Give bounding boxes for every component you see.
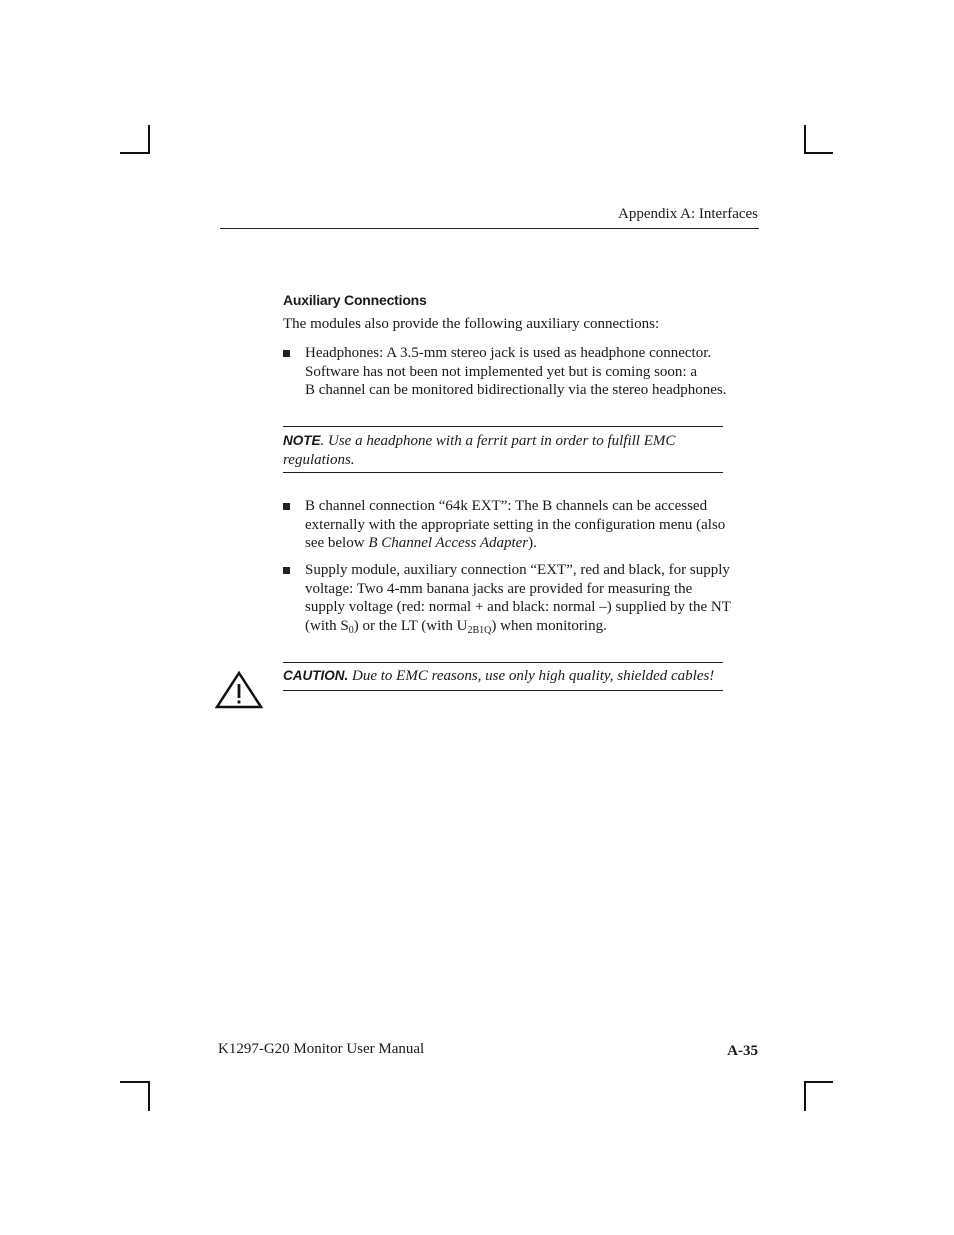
section-heading: Auxiliary Connections <box>283 292 427 308</box>
caution-bottom-rule <box>283 690 723 691</box>
bullet-square-icon <box>283 350 290 357</box>
bullet-square-icon <box>283 503 290 510</box>
bullet-square-icon <box>283 567 290 574</box>
note-bottom-rule <box>283 472 723 473</box>
crop-mark-top-right-vertical <box>804 125 806 154</box>
list-item-text: Supply module, auxiliary connection “EXT”, red and black, for supply voltage: Two 4-mm banana jacks are provided for measuring the supply voltage (red: normal + and black: normal –) supplied by the NT (with $S_0$) or the LT (with $U_{2B1Q}$) when monitoring. <box>305 562 731 636</box>
crop-mark-bottom-left-vertical <box>148 1081 150 1111</box>
cross-reference: B Channel Access Adapter <box>368 535 529 551</box>
caution-text: CAUTION. Due to EMC reasons, use only high quality, shielded cables! <box>283 668 715 684</box>
caution-label: CAUTION. <box>283 668 349 683</box>
crop-mark-top-left-vertical <box>148 125 150 154</box>
crop-mark-bottom-right-horizontal <box>804 1081 833 1083</box>
list-item-text: Headphones: A 3.5-mm stereo jack is used as headphone connector. Software has not been not implemented yet but is coming soon: a B channel can be monitored bidirectionally via the stereo headphones. <box>305 345 727 398</box>
footer-manual-title: K1297-G20 Monitor User Manual <box>218 1041 425 1057</box>
crop-mark-bottom-left-horizontal <box>120 1081 150 1083</box>
note-label: NOTE <box>283 433 321 448</box>
crop-mark-top-left-horizontal <box>120 152 150 154</box>
running-header: Appendix A: Interfaces <box>618 206 758 222</box>
note-top-rule <box>283 426 723 427</box>
crop-mark-bottom-right-vertical <box>804 1081 806 1111</box>
warning-triangle-icon <box>215 671 263 709</box>
page-number: A-35 <box>727 1043 758 1059</box>
note-box: NOTE. Use a headphone with a ferrit part in order to fulfill EMC regulations. <box>283 433 676 468</box>
list-item-text: B channel connection “64k EXT”: The B channels can be accessed externally with the appropriate setting in the configuration menu (also see below B Channel Access Adapter). <box>305 498 726 551</box>
intro-paragraph: The modules also provide the following auxiliary connections: <box>283 316 660 332</box>
caution-top-rule <box>283 662 723 663</box>
header-rule <box>220 228 759 229</box>
crop-mark-top-right-horizontal <box>804 152 833 154</box>
